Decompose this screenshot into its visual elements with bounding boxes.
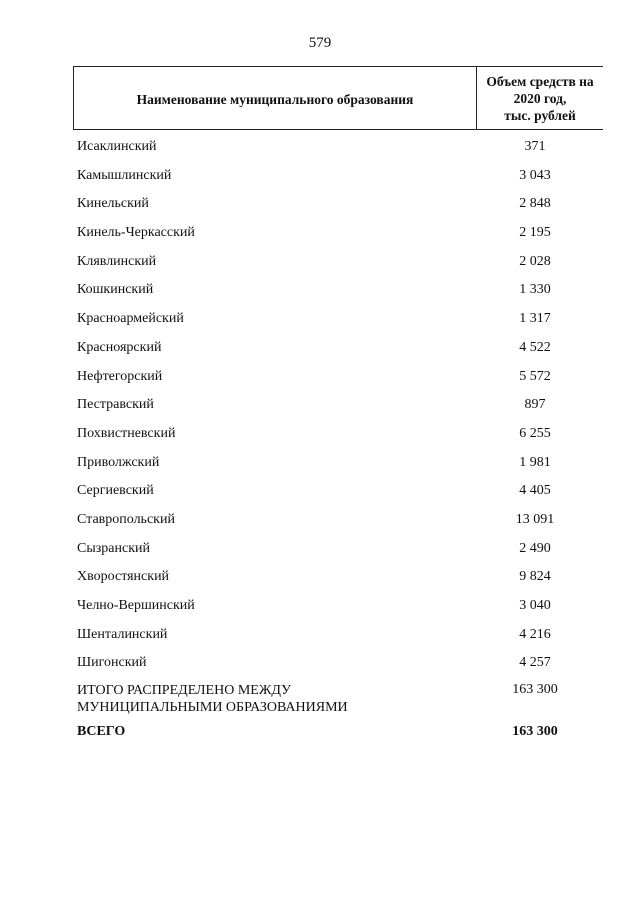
table-row [0,449,640,478]
table-row [0,334,640,363]
amount-value: 1 981 [519,454,551,470]
table-row [0,506,640,535]
amount-value: 5 572 [519,368,551,384]
table-row [0,162,640,191]
table-row [0,305,640,334]
municipality-name: Красноармейский [77,311,184,327]
municipality-name: Приволжский [77,454,160,470]
amount-value: 4 257 [519,655,551,671]
municipality-name: Шигонский [77,655,147,671]
amount-value: 371 [524,139,546,154]
amount-value: 1 317 [519,311,551,327]
total-label-line1: ИТОГО РАСПРЕДЕЛЕНО МЕЖДУ [77,683,291,699]
amount-value: 6 255 [519,425,551,441]
table-row [0,592,640,621]
amount-value: 13 091 [515,511,555,527]
amount-value: 2 195 [519,225,551,241]
municipality-name: Кошкинский [77,282,154,298]
amount-value: 3 043 [519,167,551,183]
table-row [0,276,640,305]
amount-value: 2 848 [519,196,551,212]
amount-value: 3 040 [519,598,551,613]
grand-total-row [0,724,640,753]
municipality-name: Похвистневский [77,425,176,441]
municipality-name: Пестравский [77,397,154,413]
table-row [0,219,640,248]
table-row [0,133,640,162]
amount-value: 2 028 [519,253,551,269]
table-row [0,248,640,277]
grand-total-label: ВСЕГО [77,724,126,740]
header-amount-line1: Объем средств на [486,73,594,89]
municipality-name: Сызранский [77,540,150,556]
header-amount-column [476,67,603,129]
municipality-name: Кинель-Черкасский [77,225,195,241]
amount-value: 2 490 [519,540,551,556]
header-amount-line2: 2020 год, [513,90,567,106]
grand-total-amount: 163 300 [512,724,558,740]
amount-value: 1 330 [519,282,551,298]
amount-value: 4 216 [519,626,551,642]
total-label-line2: МУНИЦИПАЛЬНЫМИ ОБРАЗОВАНИЯМИ [77,700,348,716]
table-row [0,477,640,506]
municipality-name: Клявлинский [77,253,157,269]
table-row [0,190,640,219]
page-number: 579 [308,35,332,51]
total-distributed-amount: 163 300 [512,682,558,698]
table-header [73,66,603,130]
total-distributed-label [77,682,348,716]
table-row [0,649,640,678]
municipality-name: Кинельский [77,196,149,212]
municipality-name: Красноярский [77,339,162,355]
amount-value: 897 [524,397,546,413]
total-distributed-row [0,678,640,724]
amount-value: 4 522 [519,339,551,355]
amount-value: 4 405 [519,483,551,499]
municipality-name: Ставропольский [77,511,175,527]
municipality-name: Хворостянский [77,569,170,585]
table-row [0,420,640,449]
header-name-column: Наименование муниципального образования [136,92,414,107]
municipality-name: Челно-Вершинский [77,598,195,613]
table-body [0,133,640,753]
table-row [0,621,640,650]
municipality-name: Исаклинский [77,139,157,154]
municipality-name: Сергиевский [77,483,154,499]
municipality-name: Нефтегорский [77,368,163,384]
municipality-name: Шенталинский [77,626,168,642]
table-row [0,563,640,592]
amount-value: 9 824 [519,569,551,585]
table-row [0,535,640,564]
header-amount-line3: тыс. рублей [504,107,576,123]
table-row [0,363,640,392]
table-row [0,391,640,420]
municipality-name: Камышлинский [77,167,172,183]
